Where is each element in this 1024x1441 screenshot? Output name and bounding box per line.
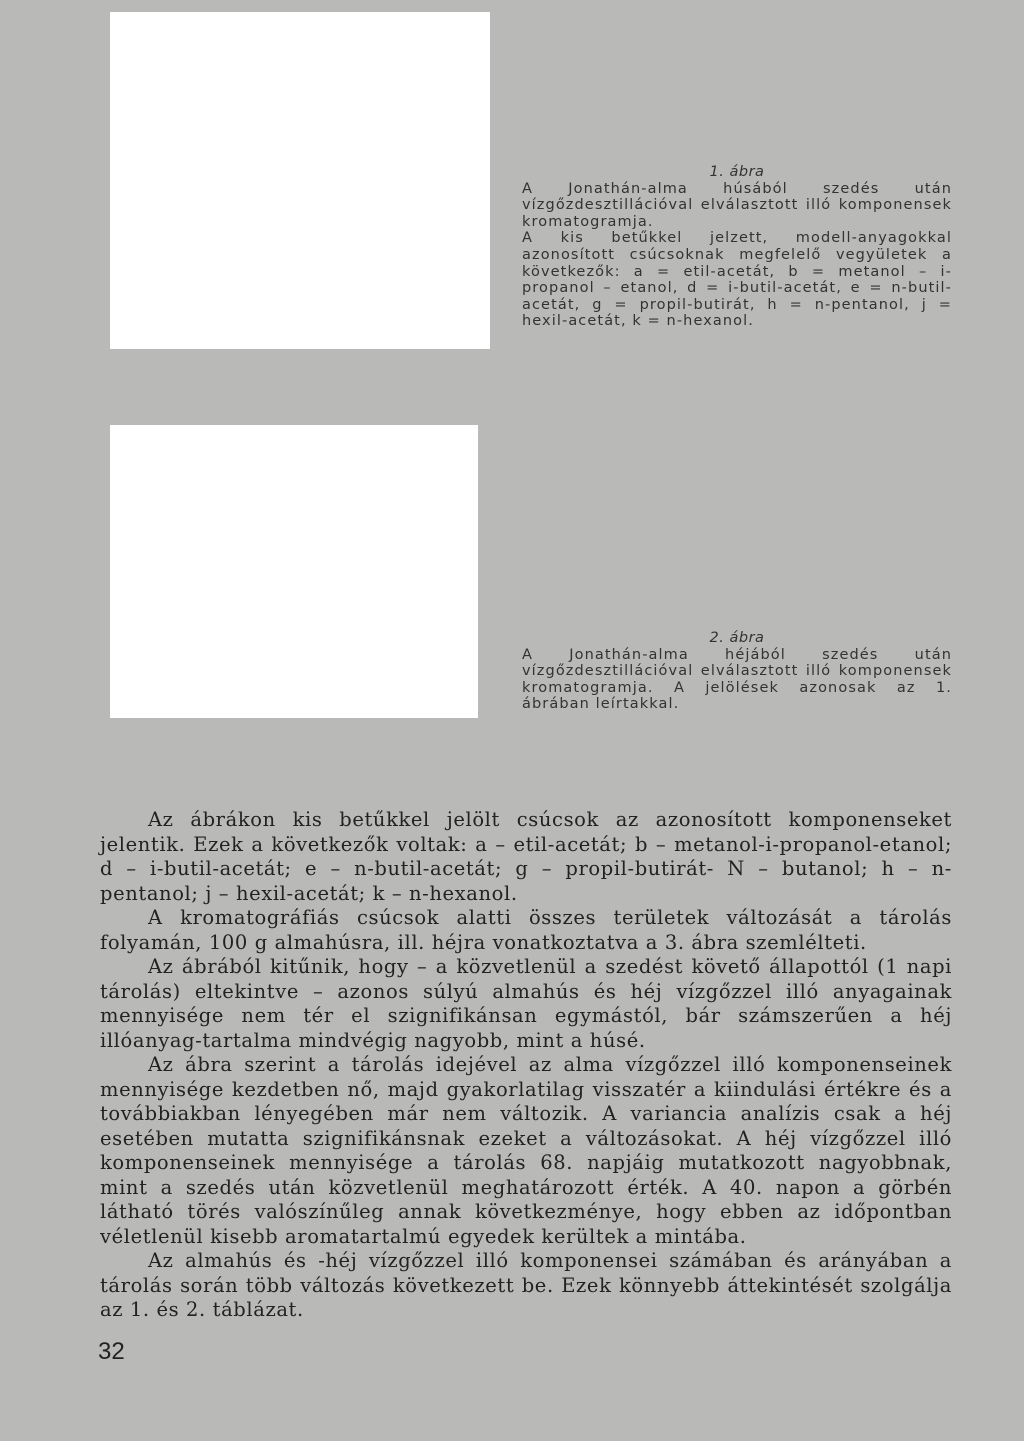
figure-1-legend-text: A kis betűkkel jelzett, modell-anyagokkal azonosított csúcsoknak megfelelő vegyületek a következők: a = etil-acetát, b = metanol – i-propanol – etanol, d = i-butil-acetát, e = n-butil-acetát, g = propil-butirát, h = n-pentanol, j = hexil-acetát, k = n-hexanol. [522,230,952,330]
figure-2-caption-text: A Jonathán-alma héjából szedés után vízgőzdesztillációval elválasztott illó komponensek kromatogramja. A jelölések azonosak az 1. ábrában leírtakkal. [522,646,952,713]
page-number: 32 [98,1338,125,1365]
body-paragraph-5: Az almahús és -héj vízgőzzel illó komponensei számában és arányában a tárolás során több változás következett be. Ezek könnyebb áttekintését szolgálja az 1. és 2. táblázat. [100,1249,952,1321]
figure-1-caption-text: A Jonathán-alma húsából szedés után vízgőzdesztillációval elválasztott illó komponensek kromatogramja. [522,180,952,230]
body-paragraph-3: Az ábrából kitűnik, hogy – a közvetlenül a szedést követő állapottól (1 napi tárolás) eltekintve – azonos súlyú almahús és héj vízgőzzel illó anyagainak mennyisége nem tér el szignifikánsan egymástól, bár számszerűen a héj illóanyag-tartalma mindvégig nagyobb, mint a húsé. [100,955,952,1052]
figure-2-title: 2. ábra [709,630,765,646]
figure-2-image [110,425,478,718]
figure-1-image [110,12,490,349]
figure-2-caption [522,630,952,713]
body-paragraph-4: Az ábra szerint a tárolás idejével az alma vízgőzzel illó komponenseinek mennyisége kezdetben nő, majd gyakorlatilag visszatér a kiindulási értékre és a továbbiakban lényegében már nem változik. A variancia analízis csak a héj esetében mutatta szignifikánsnak ezeket a változásokat. A héj vízgőzzel illó komponenseinek mennyisége a tárolás 68. napjáig mutatkozott nagyobbnak, mint a szedés után közvetlenül meghatározott érték. A 40. napon a görbén látható törés valószínűleg annak következménye, hogy ebben az időpontban véletlenül kisebb aromatartalmú egyedek kerültek a mintába. [100,1053,952,1248]
figure-1-caption [522,164,952,330]
body-paragraph-1: Az ábrákon kis betűkkel jelölt csúcsok az azonosított komponenseket jelentik. Ezek a következők voltak: a – etil-acetát; b – metanol-i-propanol-etanol; d – i-butil-acetát; e – n-butil-acetát; g – propil-butirát- N – butanol; h – n-pentanol; j – hexil-acetát; k – n-hexanol. [100,808,952,905]
body-text [100,808,952,1323]
body-paragraph-2: A kromatográfiás csúcsok alatti összes területek változását a tárolás folyamán, 100 g almahúsra, ill. héjra vonatkoztatva a 3. ábra szemlélteti. [100,906,952,954]
figure-1-title: 1. ábra [709,164,765,180]
